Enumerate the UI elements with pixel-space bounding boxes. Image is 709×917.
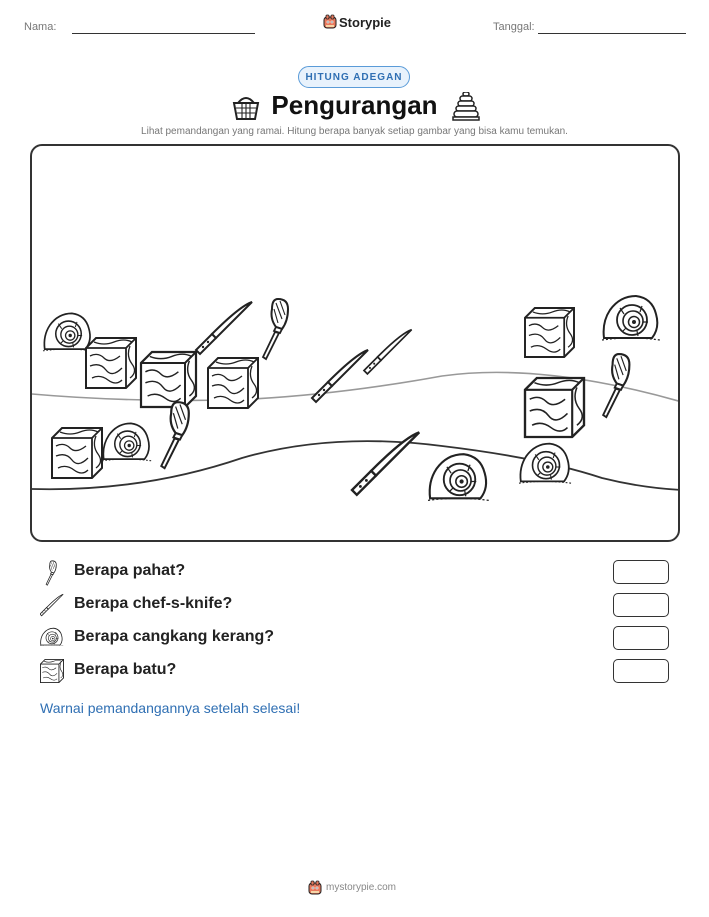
question-row-knife xyxy=(40,593,670,619)
scene-chisel-2 xyxy=(161,402,189,468)
chisel-icon xyxy=(40,560,62,586)
scene-shell-5 xyxy=(602,296,660,340)
answer-box-rock[interactable] xyxy=(613,659,669,683)
storypie-logo-icon xyxy=(323,14,337,30)
scene-rock-2 xyxy=(141,352,196,407)
question-text: Berapa chef-s-knife? xyxy=(74,595,233,612)
scene-chisel-3 xyxy=(603,354,629,417)
activity-badge: HITUNG ADEGAN xyxy=(298,66,410,88)
page-title: Pengurangan xyxy=(271,90,438,120)
knife-icon xyxy=(40,593,64,617)
scene-chisel-1 xyxy=(263,299,288,359)
scene-rock-3 xyxy=(208,358,258,408)
question-text: Berapa pahat? xyxy=(74,562,186,579)
stacking-rings-icon xyxy=(452,92,480,121)
name-label: Nama: xyxy=(24,21,57,33)
scene-knife-1 xyxy=(196,302,252,354)
name-line[interactable] xyxy=(72,33,255,34)
scene-knife-2 xyxy=(312,350,368,402)
answer-box-knife[interactable] xyxy=(613,593,669,617)
snail-shell-icon xyxy=(40,626,64,648)
rock-icon xyxy=(40,659,64,683)
scene-shell-4 xyxy=(519,444,571,484)
instructions-text: Lihat pemandangan yang ramai. Hitung berapa banyak setiap gambar yang bisa kamu temukan. xyxy=(141,126,568,137)
scene-rock-4 xyxy=(52,428,102,478)
question-row-shell xyxy=(40,626,670,652)
scene-rock-1 xyxy=(86,338,136,388)
scene-shell-3 xyxy=(428,454,489,500)
coloring-instruction: Warnai pemandangannya setelah selesai! xyxy=(40,700,301,716)
scene-knife-3 xyxy=(364,330,412,374)
question-text: Berapa cangkang kerang? xyxy=(74,628,275,645)
scene-illustration xyxy=(32,146,680,542)
date-label: Tanggal: xyxy=(493,21,535,33)
question-row-chisel xyxy=(40,560,670,586)
brand-name: Storypie xyxy=(339,15,392,30)
footer-website[interactable]: mystorypie.com xyxy=(326,882,397,893)
footer-logo-icon xyxy=(308,880,322,896)
scene-rock-6 xyxy=(525,378,584,437)
date-line[interactable] xyxy=(538,33,686,34)
question-row-rock xyxy=(40,659,670,685)
question-text: Berapa batu? xyxy=(74,661,177,678)
answer-box-shell[interactable] xyxy=(613,626,669,650)
scene-shell-1 xyxy=(43,313,92,350)
scene-shell-2 xyxy=(102,423,151,460)
scene-rock-5 xyxy=(525,308,574,357)
counting-scene xyxy=(30,144,680,542)
answer-box-chisel[interactable] xyxy=(613,560,669,584)
